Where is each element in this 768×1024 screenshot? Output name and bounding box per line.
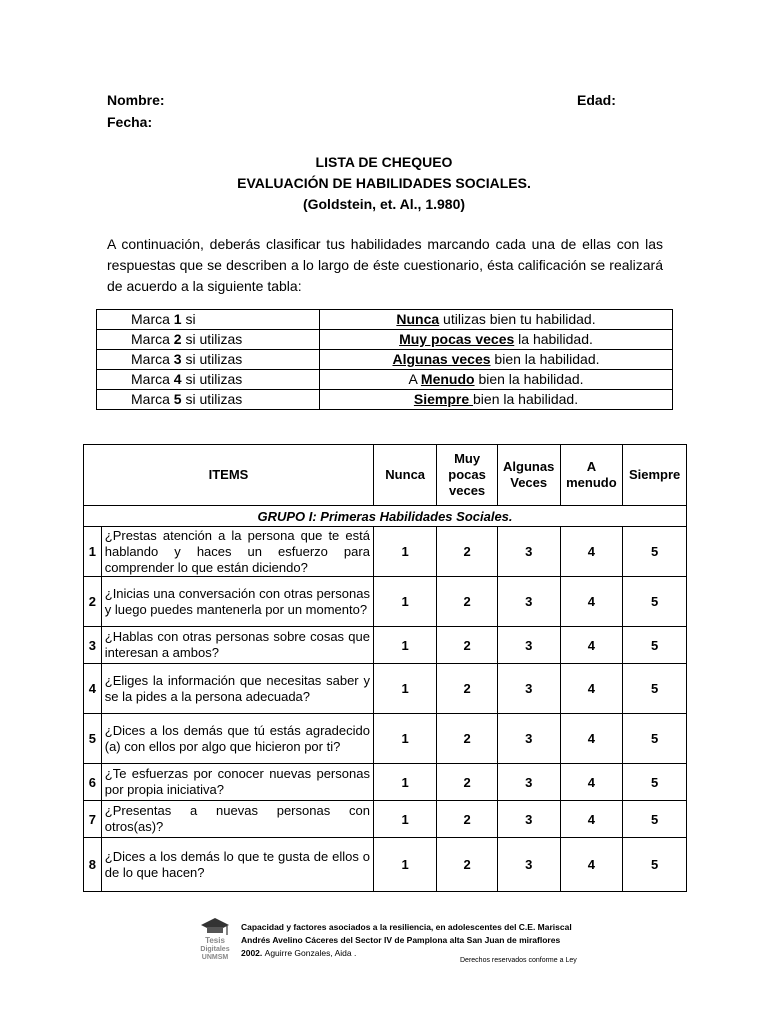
item-number: 8 (84, 838, 102, 892)
rating-option[interactable]: 4 (560, 764, 623, 801)
scale-mark-cell (97, 370, 320, 390)
scale-mark-pre: Marca (131, 391, 174, 407)
items-table (83, 444, 687, 892)
table-row (84, 527, 687, 577)
item-number: 1 (84, 527, 102, 577)
item-question: ¿Dices a los demás lo que te gusta de ellos o de lo que hacen? (101, 838, 373, 892)
rating-option[interactable]: 1 (373, 627, 436, 664)
rating-option[interactable]: 5 (623, 527, 687, 577)
logo-text-1: Tesis (205, 936, 225, 945)
title-line-2: EVALUACIÓN DE HABILIDADES SOCIALES. (237, 175, 531, 191)
rating-option[interactable]: 4 (560, 664, 623, 714)
table-row (84, 801, 687, 838)
rating-option[interactable]: 5 (623, 577, 687, 627)
rating-option[interactable]: 4 (560, 801, 623, 838)
scale-kw-post: bien la habilidad. (474, 371, 584, 387)
item-number: 7 (84, 801, 102, 838)
table-row (84, 714, 687, 764)
rating-option[interactable]: 4 (560, 714, 623, 764)
item-number: 4 (84, 664, 102, 714)
scale-mark-pre: Marca (131, 351, 174, 367)
item-question: ¿Prestas atención a la persona que te está hablando y haces un esfuerzo para comprender lo que están diciendo? (101, 527, 373, 577)
logo-text-2: Digitales (200, 946, 230, 953)
scale-row (97, 390, 673, 410)
table-row (84, 838, 687, 892)
scale-row (97, 330, 673, 350)
rating-option[interactable]: 4 (560, 838, 623, 892)
item-question: ¿Inicias una conversación con otras personas y luego puedes mantenerla por un momento? (101, 577, 373, 627)
rating-option[interactable]: 4 (560, 577, 623, 627)
table-row (84, 627, 687, 664)
scale-number: 3 (173, 351, 182, 367)
graduation-cap-icon (195, 915, 235, 961)
scale-keyword: Menudo (420, 371, 475, 387)
scale-mark-post: si utilizas (181, 331, 243, 347)
scale-keyword: Muy pocas veces (399, 331, 515, 347)
group-title: GRUPO I: Primeras Habilidades Sociales. (84, 506, 687, 527)
rating-option[interactable]: 3 (497, 838, 560, 892)
scale-mark-post: si (181, 311, 196, 327)
rating-option[interactable]: 2 (437, 838, 497, 892)
title-line-3: (Goldstein, et. Al., 1.980) (302, 196, 466, 212)
item-number: 2 (84, 577, 102, 627)
item-question: ¿Te esfuerzas por conocer nuevas personas por propia iniciativa? (101, 764, 373, 801)
scale-number: 5 (173, 391, 182, 407)
scale-mark-pre: Marca (131, 311, 174, 327)
logo-text-3: UNMSM (201, 954, 229, 961)
rating-option[interactable]: 3 (497, 577, 560, 627)
rating-option[interactable]: 2 (437, 714, 497, 764)
scale-kw-post: bien la habilidad. (490, 351, 600, 367)
table-row (84, 764, 687, 801)
scale-row (97, 350, 673, 370)
header-muy-pocas-veces: Muy pocas veces (437, 445, 497, 506)
scale-mark-pre: Marca (131, 331, 174, 347)
document-title (0, 152, 768, 215)
rating-option[interactable]: 5 (623, 714, 687, 764)
title-line-1: LISTA DE CHEQUEO (315, 154, 453, 170)
rating-option[interactable]: 4 (560, 627, 623, 664)
rating-option[interactable]: 1 (373, 577, 436, 627)
scale-meaning-cell (320, 370, 673, 390)
rating-option[interactable]: 5 (623, 801, 687, 838)
rating-option[interactable]: 1 (373, 801, 436, 838)
scale-meaning-cell (320, 330, 673, 350)
rating-option[interactable]: 2 (437, 801, 497, 838)
intro-paragraph: A continuación, deberás clasificar tus habilidades marcando cada una de ellas con las respuestas que se describen a lo largo de éste cuestionario, ésta calificación se realizará de acuerdo a la siguiente tabla: (107, 236, 663, 294)
scale-kw-post: utilizas bien tu habilidad. (439, 311, 596, 327)
header-nunca: Nunca (373, 445, 436, 506)
rating-option[interactable]: 1 (373, 527, 436, 577)
scale-number: 2 (173, 331, 182, 347)
scale-number: 4 (173, 371, 182, 387)
header-items: ITEMS (84, 445, 374, 506)
scale-kw-post: bien la habilidad. (473, 391, 579, 407)
rating-option[interactable]: 5 (623, 627, 687, 664)
rating-option[interactable]: 3 (497, 527, 560, 577)
rating-option[interactable]: 1 (373, 764, 436, 801)
rating-option[interactable]: 5 (623, 764, 687, 801)
scale-mark-post: si utilizas (181, 391, 243, 407)
item-question: ¿Eliges la información que necesitas saber y se la pides a la persona adecuada? (101, 664, 373, 714)
scale-number: 1 (173, 311, 182, 327)
scale-mark-pre: Marca (131, 371, 174, 387)
rating-option[interactable]: 5 (623, 664, 687, 714)
rating-option[interactable]: 2 (437, 764, 497, 801)
rating-scale-table (96, 309, 673, 410)
item-number: 5 (84, 714, 102, 764)
name-label: Nombre: (107, 92, 165, 108)
date-label: Fecha: (107, 114, 153, 130)
rating-option[interactable]: 2 (437, 577, 497, 627)
footer-rights: Derechos reservados conforme a Ley (460, 957, 577, 964)
item-question: ¿Presentas a nuevas personas con otros(as)? (101, 801, 373, 838)
rating-option[interactable]: 3 (497, 764, 560, 801)
footer-citation (241, 921, 581, 960)
scale-meaning-cell (320, 390, 673, 410)
scale-mark-cell (97, 390, 320, 410)
rating-option[interactable]: 3 (497, 801, 560, 838)
item-question: ¿Hablas con otras personas sobre cosas que interesan a ambos? (101, 627, 373, 664)
age-label: Edad: (577, 92, 616, 108)
rating-option[interactable]: 2 (437, 627, 497, 664)
scale-mark-cell (97, 310, 320, 330)
item-question: ¿Dices a los demás que tú estás agradecido (a) con ellos por algo que hicieron por ti? (101, 714, 373, 764)
tesis-digitales-logo (195, 915, 235, 961)
rating-option[interactable]: 2 (437, 527, 497, 577)
rating-option[interactable]: 3 (497, 714, 560, 764)
scale-meaning-cell (320, 310, 673, 330)
header-a-menudo: A menudo (560, 445, 623, 506)
rating-option[interactable]: 3 (497, 664, 560, 714)
rating-option[interactable]: 1 (373, 838, 436, 892)
table-row (84, 664, 687, 714)
header-siempre: Siempre (623, 445, 687, 506)
scale-keyword: Nunca (396, 311, 440, 327)
scale-mark-post: si utilizas (181, 351, 243, 367)
rating-option[interactable]: 5 (623, 838, 687, 892)
scale-row (97, 310, 673, 330)
scale-kw-post: la habilidad. (514, 331, 593, 347)
footer-thesis-title: Capacidad y factores asociados a la resiliencia, en adolescentes del C.E. Mariscal Andrés Avelino Cáceres del Sector IV de Pamplona alta San Juan de miraflores 2002. (241, 922, 572, 958)
header-algunas-veces: Algunas Veces (497, 445, 560, 506)
rating-option[interactable]: 4 (560, 527, 623, 577)
scale-mark-cell (97, 350, 320, 370)
scale-kw-pre: A (408, 371, 421, 387)
scale-keyword: Algunas veces (392, 351, 491, 367)
rating-option[interactable]: 3 (497, 627, 560, 664)
footer-author: Aguirre Gonzales, Aida . (264, 948, 357, 958)
scale-meaning-cell (320, 350, 673, 370)
rating-option[interactable]: 1 (373, 664, 436, 714)
scale-mark-cell (97, 330, 320, 350)
scale-keyword: Siempre (413, 391, 474, 407)
scale-row (97, 370, 673, 390)
item-number: 6 (84, 764, 102, 801)
rating-option[interactable]: 1 (373, 714, 436, 764)
table-row (84, 577, 687, 627)
item-number: 3 (84, 627, 102, 664)
scale-mark-post: si utilizas (181, 371, 243, 387)
rating-option[interactable]: 2 (437, 664, 497, 714)
